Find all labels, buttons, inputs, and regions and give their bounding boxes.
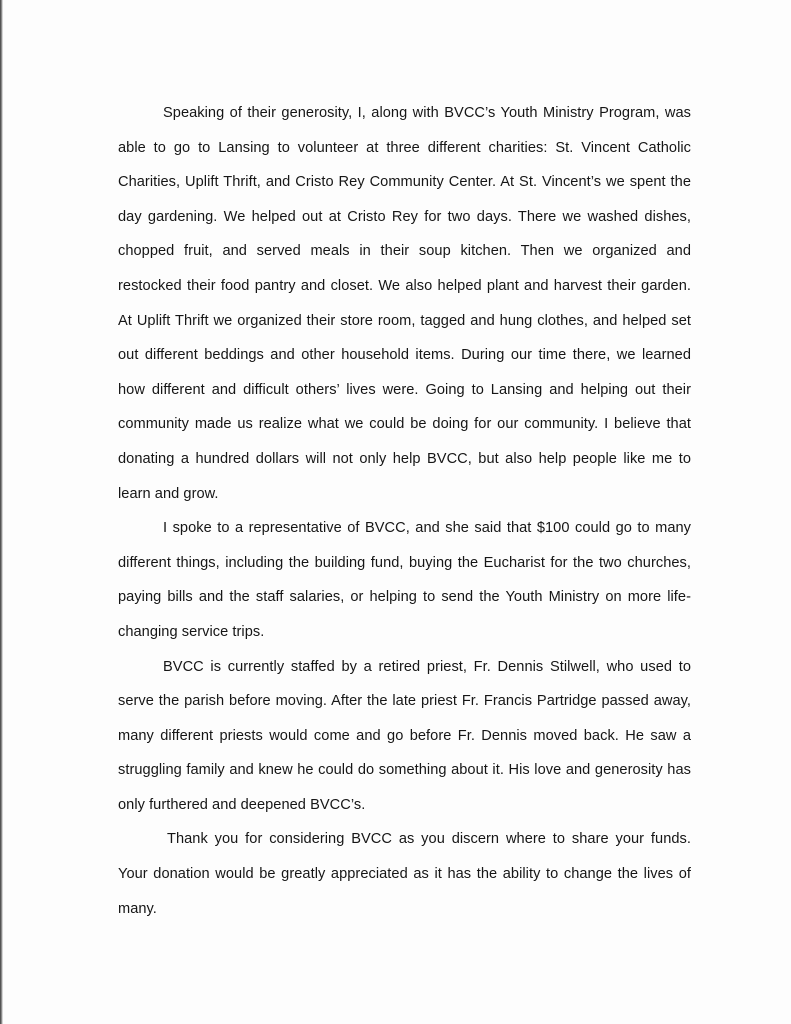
letter-body [118,96,691,926]
paragraph-youth-ministry-volunteering: Speaking of their generosity, I, along with BVCC’s Youth Ministry Program, was able to go to Lansing to volunteer at three different charities: St. Vincent Catholic Charities, Uplift Thrift, and Cristo Rey Community Center. At St. Vincent’s we spent the day gardening. We helped out at Cristo Rey for two days. There we washed dishes, chopped fruit, and served meals in their soup kitchen. Then we organized and restocked their food pantry and closet. We also helped plant and harvest their garden. At Uplift Thrift we organized their store room, tagged and hung clothes, and helped set out different beddings and other household items. During our time there, we learned how different and difficult others’ lives were. Going to Lansing and helping out their community made us realize what we could be doing for our community. I believe that donating a hundred dollars will not only help BVCC, but also help people like me to learn and grow. [118,105,691,502]
paragraph-donation-uses: I spoke to a representative of BVCC, and she said that $100 could go to many different things, including the building fund, buying the Eucharist for the two churches, paying bills and the staff salaries, or helping to send the Youth Ministry on more life-changing service trips. [118,520,691,640]
paragraph-parish-staff: BVCC is currently staffed by a retired priest, Fr. Dennis Stilwell, who used to serve the parish before moving. After the late priest Fr. Francis Partridge passed away, many different priests would come and go before Fr. Dennis moved back. He saw a struggling family and knew he could do something about it. His love and generosity has only furthered and deepened BVCC’s. [118,658,691,813]
paragraph-closing-thanks: Thank you for considering BVCC as you discern where to share your funds. Your donation would be greatly appreciated as it has the ability to change the lives of many. [118,831,691,917]
scan-edge-shadow [0,0,3,1024]
